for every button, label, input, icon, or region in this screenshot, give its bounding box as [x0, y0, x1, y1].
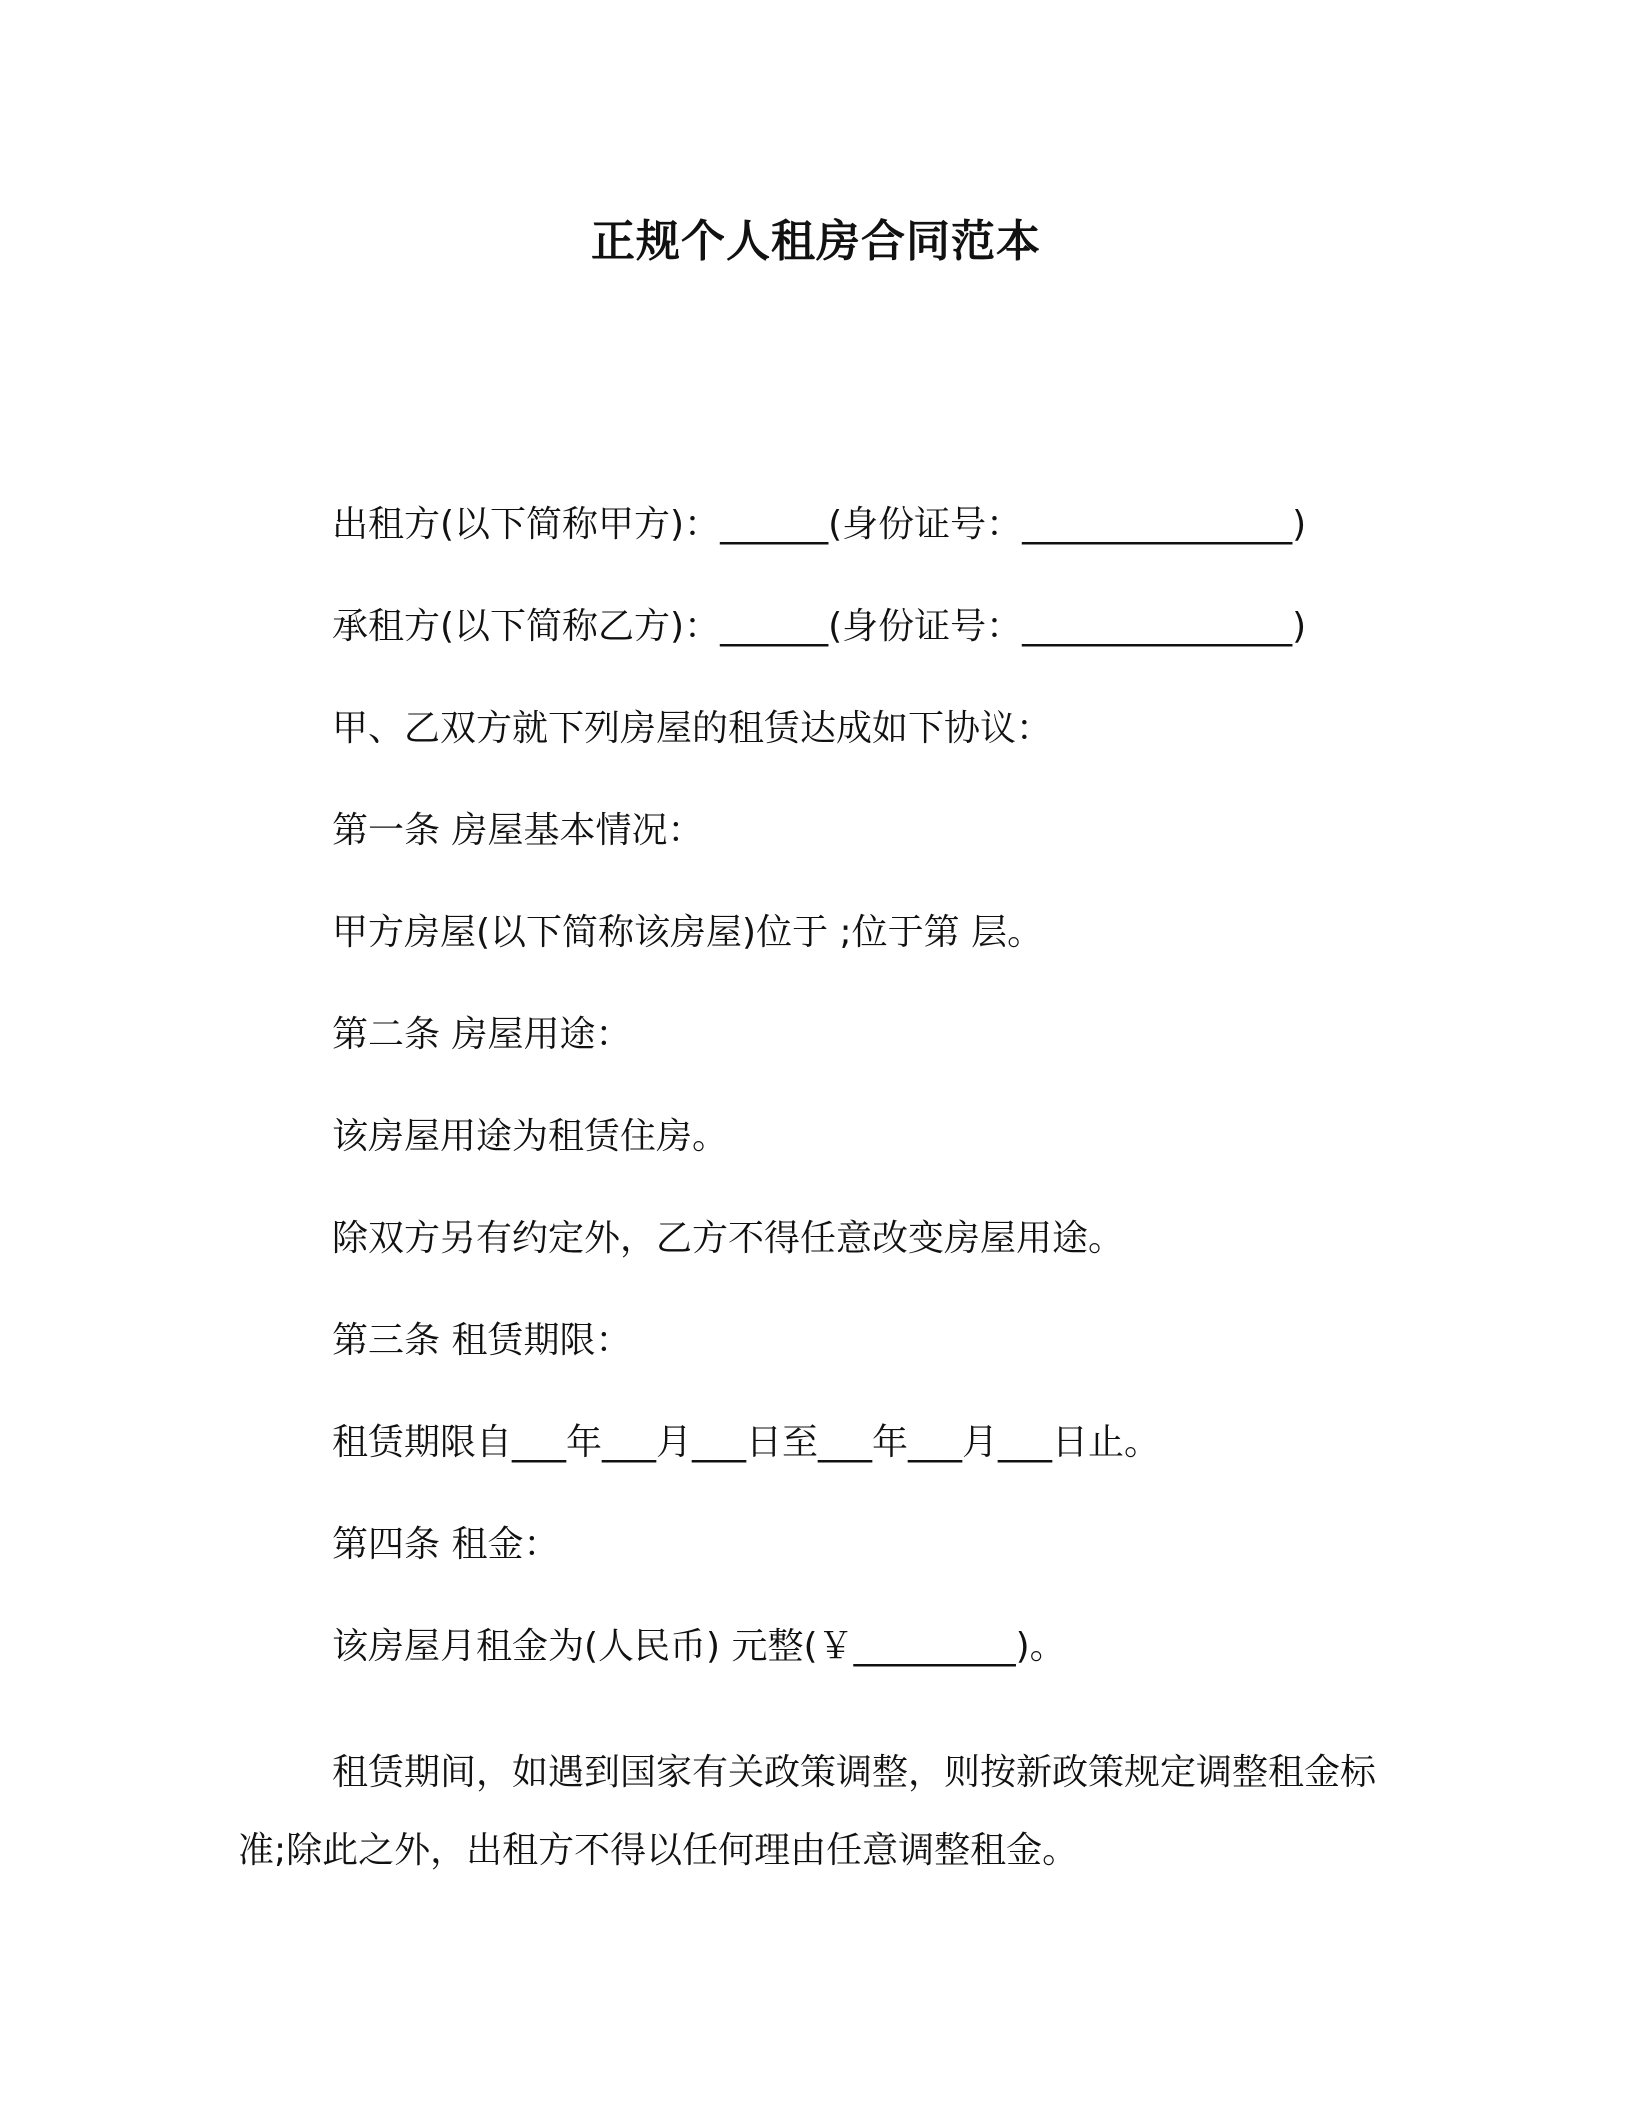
article-2-heading: 第二条 房屋用途：	[332, 1014, 632, 1055]
article-4-text-1: 该房屋月租金为(人民币) 元整(￥_________)。	[332, 1626, 1066, 1667]
article-2-text-2: 除双方另有约定外，乙方不得任意改变房屋用途。	[332, 1218, 1125, 1259]
document-title: 正规个人租房合同范本	[591, 216, 1041, 267]
article-4-text-2: 租赁期间，如遇到国家有关政策调整，则按新政策规定调整租金标准;除此之外，出租方不得以任何理由任意调整租金。	[238, 1752, 1377, 1871]
article-4-heading: 第四条 租金：	[332, 1524, 560, 1565]
article-1-heading: 第一条 房屋基本情况：	[332, 810, 704, 851]
article-2-text-1: 该房屋用途为租赁住房。	[332, 1116, 729, 1157]
lessee-line: 承租方(以下简称乙方)：______(身份证号：_______________)	[332, 606, 1307, 647]
article-1-text: 甲方房屋(以下简称该房屋)位于 ;位于第 层。	[332, 912, 1044, 953]
article-3-heading: 第三条 租赁期限：	[332, 1320, 632, 1361]
article-3-text: 租赁期限自___年___月___日至___年___月___日止。	[332, 1422, 1161, 1463]
lessor-line: 出租方(以下简称甲方)：______(身份证号：_______________)	[332, 504, 1307, 545]
agreement-intro: 甲、乙双方就下列房屋的租赁达成如下协议：	[332, 708, 1053, 749]
